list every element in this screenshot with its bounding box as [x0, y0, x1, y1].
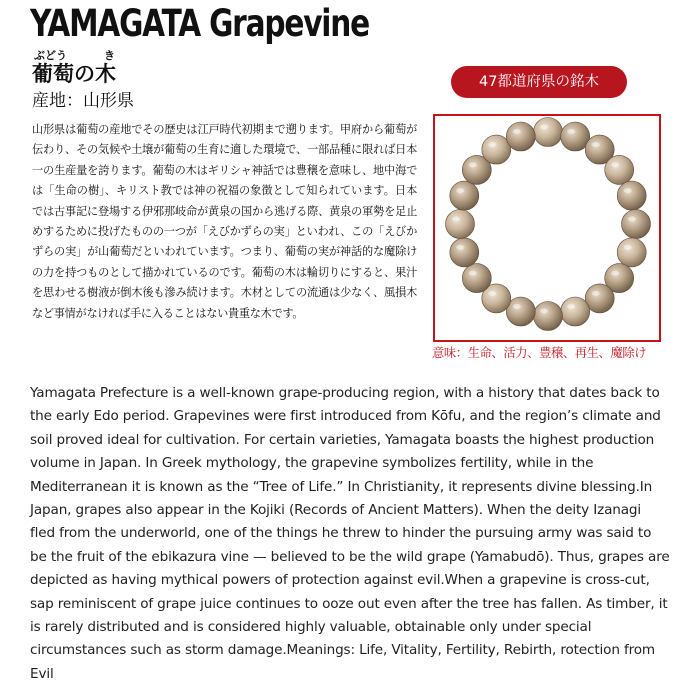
- bead: [506, 122, 535, 151]
- bead: [450, 238, 479, 267]
- page-title: YAMAGATA Grapevine: [30, 2, 370, 45]
- bead: [450, 181, 479, 210]
- bead: [561, 297, 590, 326]
- bead-highlight: [513, 304, 521, 309]
- bead: [617, 238, 646, 267]
- bead-highlight: [540, 125, 548, 130]
- bead: [622, 210, 651, 239]
- bead: [462, 264, 491, 293]
- bead: [617, 181, 646, 210]
- bead-highlight: [567, 304, 575, 309]
- category-badge: 47都道府県の銘木: [451, 66, 627, 98]
- furigana-char: ぶ: [34, 50, 45, 62]
- bead: [534, 302, 563, 331]
- origin-label: 産地：山形県: [32, 91, 134, 111]
- bead-highlight: [540, 309, 548, 314]
- furigana-char: ど: [45, 50, 56, 62]
- bracelet-image: [435, 116, 659, 340]
- bead-highlight: [488, 291, 496, 296]
- bead-highlight: [624, 245, 632, 250]
- bead-highlight: [592, 291, 600, 296]
- bead-highlight: [469, 271, 477, 276]
- bead-highlight: [624, 188, 632, 193]
- japanese-description: 山形県は葡萄の産地でその歴史は江戸時代初期まで遡ります。甲府から葡萄が伝わり、その気候や土壌が葡萄の生育に適した環境で、一部品種に限れば日本一の生産量を誇ります。葡萄の木はギリシャ神話では豊穣を意味し、地中海では「生命の樹」、キリスト教では神の祝福の象徴として知られています。日本では古事記に登場する伊邪那岐命が黄泉の国から逃げる際、黄泉の軍勢を足止めするために投げたものの一つが「えびかずらの実」といわれ、この「えびかずらの実」が山葡萄だといわれています。つまり、葡萄の実が神話的な魔除けの力を持つものとして描かれているのです。葡萄の木は輪切りにすると、果汁を思わせる樹液が倒木後も滲み続けます。木材としての流通は少なく、風損木など事情がなければ手に入ることはない貴重な木です。: [32, 123, 417, 320]
- english-description: Yamagata Prefecture is a well-known grape-producing region, with a history that dates back to the early Edo period. Grapevines were first introduced from Kōfu, and the region’s climate and soil proved ideal for cultivation. For certain varieties, Yamagata boasts the highest production volume in Japan. In Greek mythology, the grapevine symbolizes fertility, while in the Mediterranean it is known as the “Tree of Life.” In Christianity, it represents divine blessing.In Japan, grapes also appear in the Kojiki (Records of Ancient Matters). When the deity Izanagi fled from the underworld, one of the things he threw to hinder the pursuing army was said to be the fruit of the ebikazura vine — believed to be the wild grape (Yamabudō). Thus, grapes are depicted as having mythical powers of protection against evil.When a grapevine is cross-cut, sap reminiscent of grape juice continues to ooze out even after the tree has fallen. As timber, it is rarely distributed and is considered highly valuable, obtainable only under special circumstances such as storm damage.Meanings: Life, Vitality, Fertility, Rebirth, rotection from Evil: [30, 385, 670, 682]
- furigana-char: う: [56, 50, 67, 62]
- japanese-name: 葡萄の木: [32, 62, 116, 86]
- bead-highlight: [592, 142, 600, 147]
- bead-highlight: [628, 217, 636, 222]
- bead: [605, 155, 634, 184]
- bead-highlight: [488, 142, 496, 147]
- bead-highlight: [456, 245, 464, 250]
- meaning-caption: 意味：生命、活力、豊穣、再生、魔除け: [432, 346, 647, 360]
- bead-highlight: [513, 129, 521, 134]
- bead-highlight: [456, 188, 464, 193]
- bead-highlight: [567, 129, 575, 134]
- product-photo: [433, 114, 661, 342]
- bead-highlight: [469, 162, 477, 167]
- bead-highlight: [611, 162, 619, 167]
- bead: [534, 118, 563, 147]
- furigana-char: き: [104, 50, 115, 62]
- bead-highlight: [611, 271, 619, 276]
- bead-highlight: [452, 217, 460, 222]
- bead: [446, 210, 475, 239]
